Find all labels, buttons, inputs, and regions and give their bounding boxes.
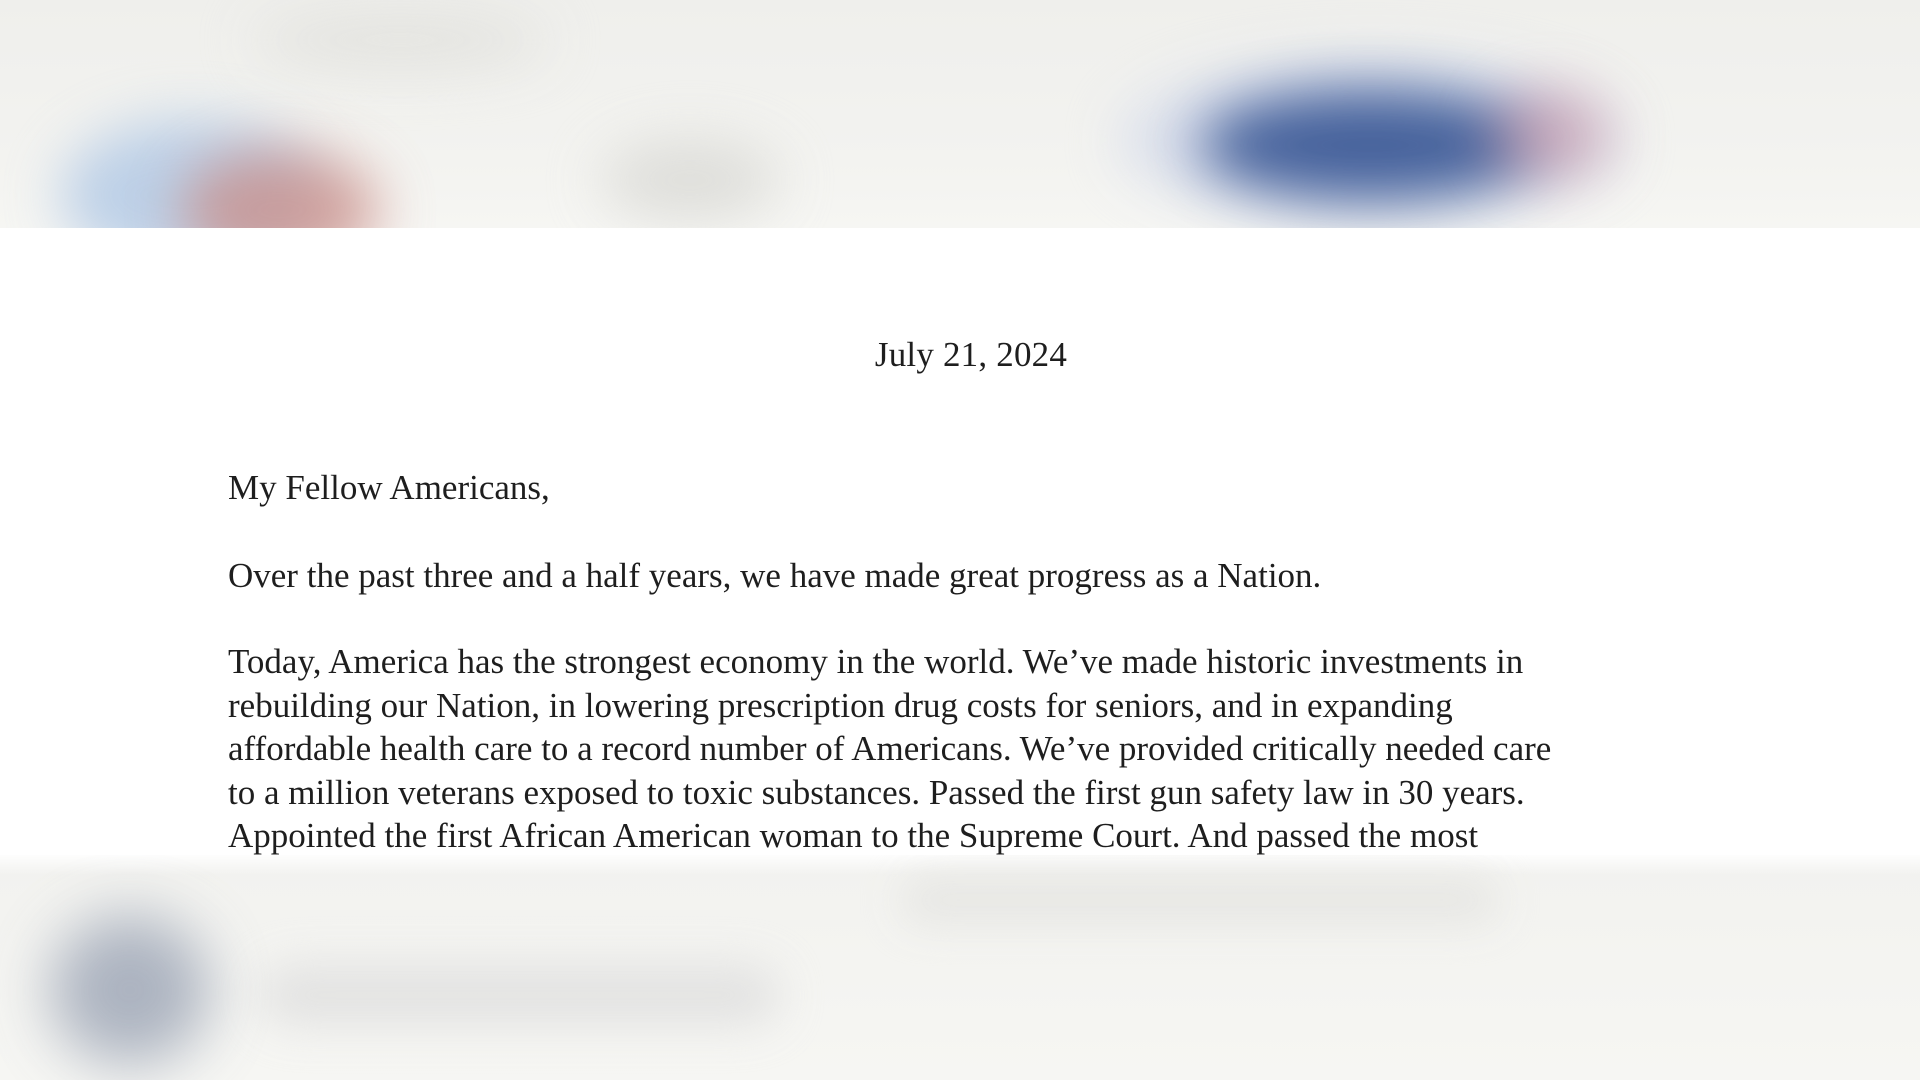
paragraph-line: to a million veterans exposed to toxic substances. Passed the first gun safety law in 30 years. <box>228 772 1525 812</box>
letter-salutation: My Fellow Americans, <box>228 468 550 507</box>
letter-date: July 21, 2024 <box>874 335 1068 374</box>
paragraph-line: rebuilding our Nation, in lowering prescription drug costs for seniors, and in expanding <box>228 685 1453 725</box>
letter-paragraph-2 <box>228 640 1551 858</box>
paragraph-line: Today, America has the strongest economy in the world. We’ve made historic investments in <box>228 642 1524 681</box>
letter-page <box>0 228 1920 858</box>
letter-paragraph-1: Over the past three and a half years, we have made great progress as a Nation. <box>228 556 1322 595</box>
blurred-background-top <box>0 0 1920 230</box>
paragraph-line: affordable health care to a record number of Americans. We’ve provided critically needed care <box>228 729 1552 768</box>
paragraph-line: Appointed the first African American woman to the Supreme Court. And passed the most <box>228 816 1479 855</box>
blurred-background-bottom <box>0 855 1920 1080</box>
